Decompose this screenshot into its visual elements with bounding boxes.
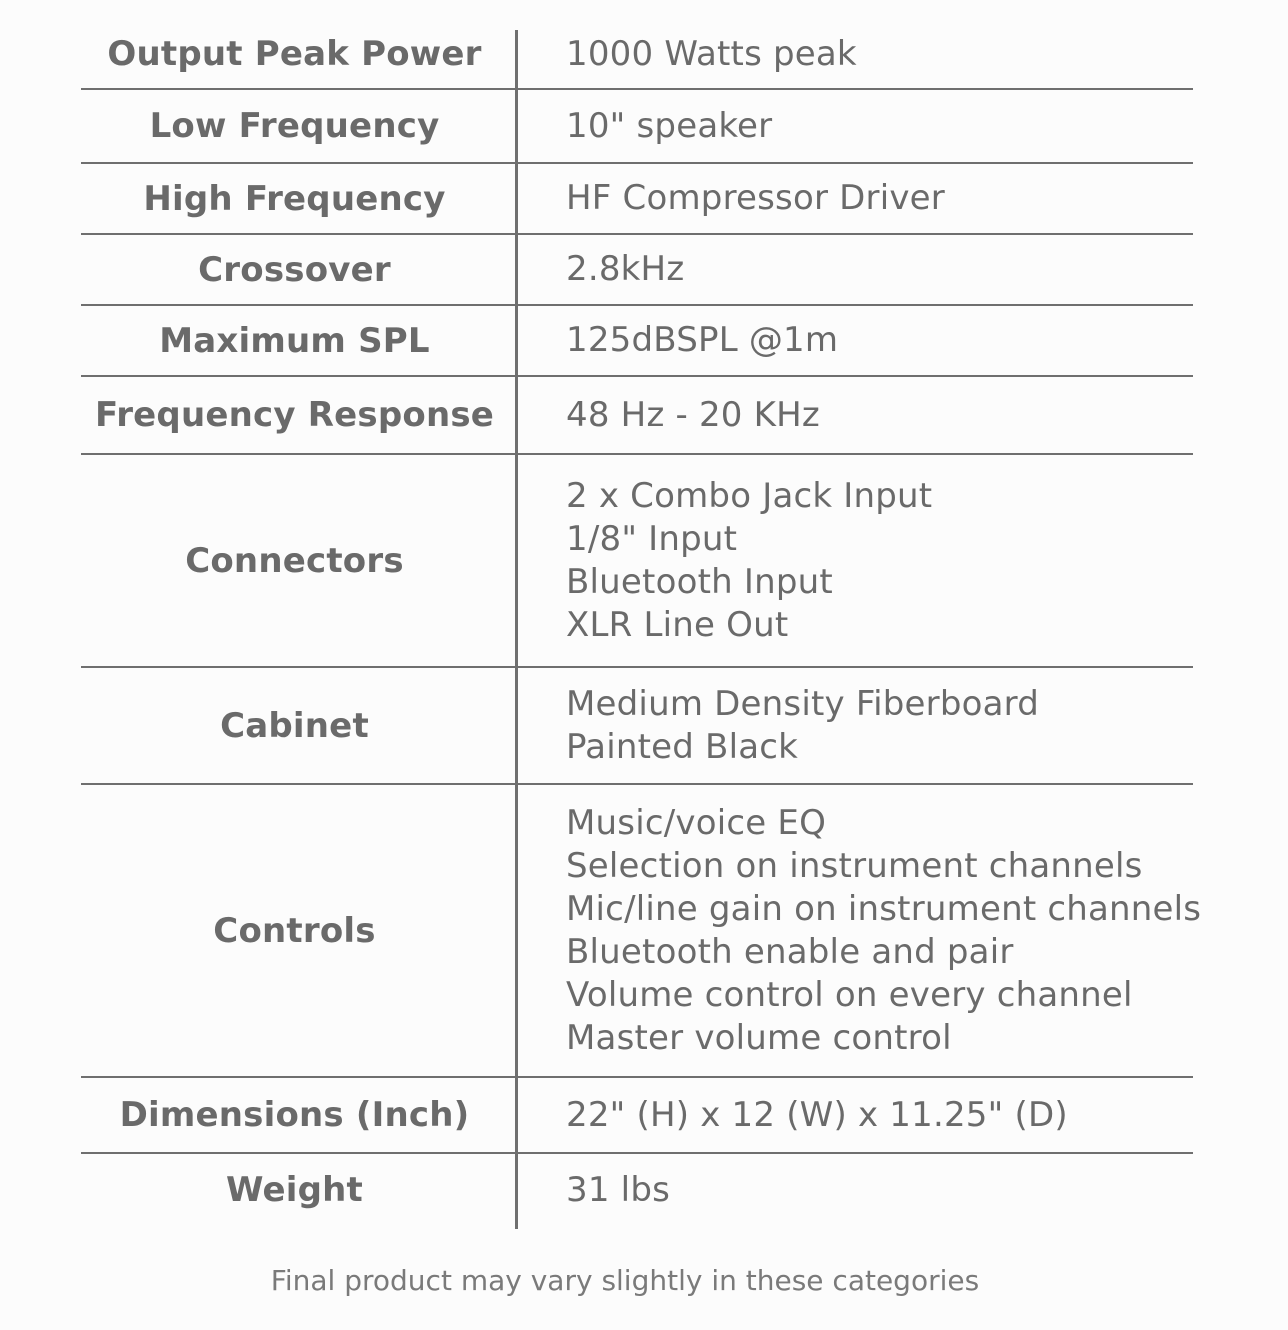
spec-value: 1000 Watts peak xyxy=(566,33,857,74)
spec-table xyxy=(81,30,1202,1226)
spec-row-dimensions xyxy=(81,1078,1193,1154)
spec-value: 31 lbs xyxy=(566,1169,671,1210)
spec-label: Output Peak Power xyxy=(107,34,482,74)
spec-label: Low Frequency xyxy=(149,106,440,146)
spec-row-output-peak-power xyxy=(81,30,1193,90)
spec-label: Weight xyxy=(225,1170,363,1210)
column-divider xyxy=(515,30,518,1229)
spec-row-weight xyxy=(81,1154,1193,1226)
spec-value: 48 Hz - 20 KHz xyxy=(566,394,820,435)
spec-value: Music/voice EQ xyxy=(566,802,827,843)
spec-label: Frequency Response xyxy=(94,395,495,435)
spec-value: Selection on instrument channels xyxy=(566,845,1143,886)
spec-value: 2 x Combo Jack Input xyxy=(566,475,933,516)
spec-row-maximum-spl xyxy=(81,306,1193,377)
spec-value: 125dBSPL @1m xyxy=(566,320,839,360)
spec-value: Painted Black xyxy=(566,726,799,767)
spec-row-low-frequency xyxy=(81,90,1193,164)
spec-value: Bluetooth enable and pair xyxy=(566,931,1014,972)
spec-value: Master volume control xyxy=(566,1017,952,1058)
spec-label: Cabinet xyxy=(220,705,369,746)
spec-value: 10" speaker xyxy=(566,105,773,146)
spec-value: 2.8kHz xyxy=(566,249,685,289)
spec-label: High Frequency xyxy=(143,178,446,219)
spec-row-controls xyxy=(81,785,1202,1078)
spec-row-frequency-response xyxy=(81,377,1193,455)
spec-row-high-frequency xyxy=(81,164,1193,235)
spec-label: Connectors xyxy=(185,540,404,581)
spec-row-cabinet xyxy=(81,668,1193,785)
spec-value: XLR Line Out xyxy=(566,604,789,645)
spec-row-connectors xyxy=(81,455,1193,668)
spec-label: Controls xyxy=(213,910,376,951)
spec-value: Mic/line gain on instrument channels xyxy=(566,888,1202,929)
spec-value: Volume control on every channel xyxy=(566,974,1133,1015)
disclaimer-note: Final product may vary slightly in these categories xyxy=(270,1264,980,1297)
spec-label: Maximum SPL xyxy=(159,320,430,361)
spec-label: Dimensions (Inch) xyxy=(119,1095,470,1135)
spec-row-crossover xyxy=(81,235,1193,306)
spec-value: 1/8" Input xyxy=(566,518,738,559)
spec-value: 22" (H) x 12 (W) x 11.25" (D) xyxy=(566,1094,1068,1135)
spec-value: Medium Density Fiberboard xyxy=(566,683,1040,724)
spec-value: HF Compressor Driver xyxy=(566,178,945,218)
spec-value: Bluetooth Input xyxy=(566,561,833,602)
spec-label: Crossover xyxy=(198,249,391,290)
